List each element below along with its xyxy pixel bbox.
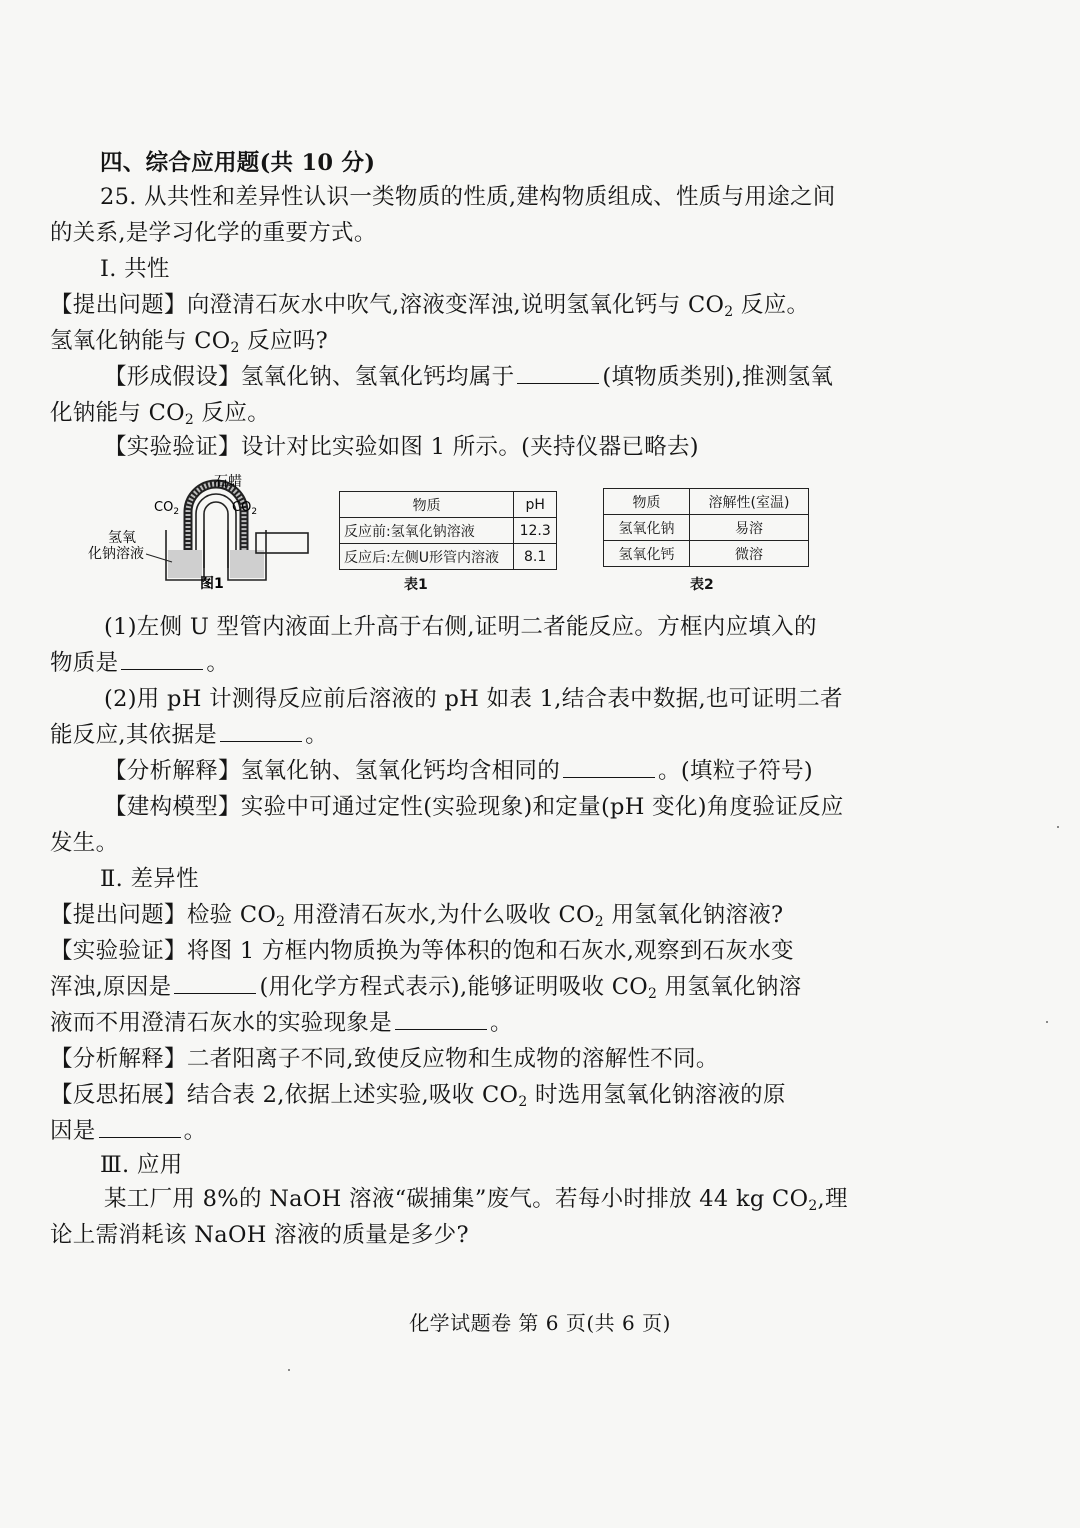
scan-speck [288,1369,290,1371]
figure1-apparatus [80,470,320,600]
table2-caption: 表2 [690,577,714,593]
table1-header-ph: pH [514,492,557,518]
table1-cell: 12.3 [514,518,557,544]
table2-cell: 易溶 [690,515,809,541]
table2-header-solubility: 溶解性(室温) [690,489,809,515]
answer-blank[interactable] [395,1009,487,1030]
q1-line2: 物质是 。 [50,650,230,676]
part1-hyp-line2: 化钠能与 $CO_2$ 反应。 [50,400,270,428]
answer-blank[interactable] [174,973,256,994]
answer-blank[interactable] [99,1117,181,1138]
table1 [339,491,557,570]
table2-cell: 氢氧化钠 [604,515,690,541]
part2-exp-line2: 浑浊,原因是 (用化学方程式表示),能够证明吸收 $CO_2$ 用氢氧化钠溶 [50,974,802,1002]
table1-cell: 8.1 [514,544,557,570]
label-co2-left: $CO_2$ [154,500,180,517]
part1-hyp-line1: 【形成假设】氢氧化钠、氢氧化钙均属于 (填物质类别),推测氢氧 [104,364,834,390]
table2-cell: 微溶 [690,541,809,567]
q25-intro-line1: 25. 从共性和差异性认识一类物质的性质,建构物质组成、性质与用途之间 [100,184,836,210]
label-co2-right: $CO_2$ [232,500,258,517]
table2-header-substance: 物质 [604,489,690,515]
table1-cell: 反应前:氢氧化钠溶液 [340,518,514,544]
table2-cell: 氢氧化钙 [604,541,690,567]
table2 [603,488,809,567]
tag-ask: 【提出问题】 [50,292,187,318]
part3-line1: 某工厂用 8%的 NaOH 溶液“碳捕集”废气。若每小时排放 44 kg $CO_2$,理 [104,1186,848,1214]
section-title: 四、综合应用题(共 10 分) [100,150,376,176]
tag-experiment: 【实验验证】 [104,434,241,460]
answer-blank[interactable] [121,649,203,670]
table1-cell: 反应后:左侧U形管内溶液 [340,544,514,570]
part2-exp-line3: 液而不用澄清石灰水的实验现象是 。 [50,1010,513,1036]
part2-heading: Ⅱ. 差异性 [100,866,199,892]
answer-blank[interactable] [563,757,655,778]
tag-analysis: 【分析解释】 [50,1046,187,1072]
part3-line2: 论上需消耗该 NaOH 溶液的质量是多少? [50,1222,469,1248]
q1-line1: (1)左侧 U 型管内液面上升高于右侧,证明二者能反应。方框内应填入的 [104,614,817,640]
part2-reflect-line1: 【反思拓展】结合表 2,依据上述实验,吸收 $CO_2$ 时选用氢氧化钠溶液的原 [50,1082,786,1110]
q2-line1: (2)用 pH 计测得反应前后溶液的 pH 如表 1,结合表中数据,也可证明二者 [104,686,843,712]
part1-analysis: 【分析解释】氢氧化钠、氢氧化钙均含相同的 。(填粒子符号) [104,758,813,784]
answer-blank[interactable] [517,363,599,384]
q2-line2: 能反应,其依据是 。 [50,722,328,748]
scan-speck [1046,1021,1048,1023]
scan-speck [1057,826,1059,828]
part1-heading: Ⅰ. 共性 [100,256,170,282]
part3-heading: Ⅲ. 应用 [100,1152,183,1178]
part1-exp-line1: 【实验验证】设计对比实验如图 1 所示。(夹持仪器已略去) [104,434,699,460]
table-row [604,515,809,541]
solution-right [230,550,264,578]
page-footer: 化学试题卷 第 6 页(共 6 页) [409,1311,671,1335]
label-naoh-line2: 化钠溶液 [88,546,144,562]
part1-ask-line1: 【提出问题】向澄清石灰水中吹气,溶液变浑浊,说明氢氧化钙与 $CO_2$ 反应。 [50,292,810,320]
table-row [340,492,557,518]
tag-hypothesis: 【形成假设】 [104,364,241,390]
part1-model-line1: 【建构模型】实验中可通过定性(实验现象)和定量(pH 变化)角度验证反应 [104,794,844,820]
naoh-solution-left [168,550,202,578]
part1-ask-line2: 氢氧化钠能与 $CO_2$ 反应吗? [50,328,328,356]
tag-ask: 【提出问题】 [50,902,187,928]
figure1-caption: 图1 [200,576,224,592]
answer-blank[interactable] [220,721,302,742]
label-paraffin: 石蜡 [214,474,242,490]
part1-model-line2: 发生。 [50,830,119,856]
table-row [604,489,809,515]
label-naoh-line1: 氢氧 [108,530,136,546]
tag-analysis: 【分析解释】 [104,758,241,784]
table-row [340,518,557,544]
part2-exp-line1: 【实验验证】将图 1 方框内物质换为等体积的饱和石灰水,观察到石灰水变 [50,938,794,964]
table-row [604,541,809,567]
part2-ask: 【提出问题】检验 $CO_2$ 用澄清石灰水,为什么吸收 $CO_2$ 用氢氧化钠溶液? [50,902,784,930]
part2-reflect-line2: 因是 。 [50,1118,207,1144]
q25-intro-line2: 的关系,是学习化学的重要方式。 [50,220,377,246]
tag-reflect: 【反思拓展】 [50,1082,187,1108]
tag-experiment: 【实验验证】 [50,938,187,964]
u-tube-right [204,502,228,568]
table1-header-substance: 物质 [340,492,514,518]
part2-analysis: 【分析解释】二者阳离子不同,致使反应物和生成物的溶解性不同。 [50,1046,719,1072]
table-row [340,544,557,570]
tag-model: 【建构模型】 [104,794,241,820]
table1-caption: 表1 [404,577,428,593]
